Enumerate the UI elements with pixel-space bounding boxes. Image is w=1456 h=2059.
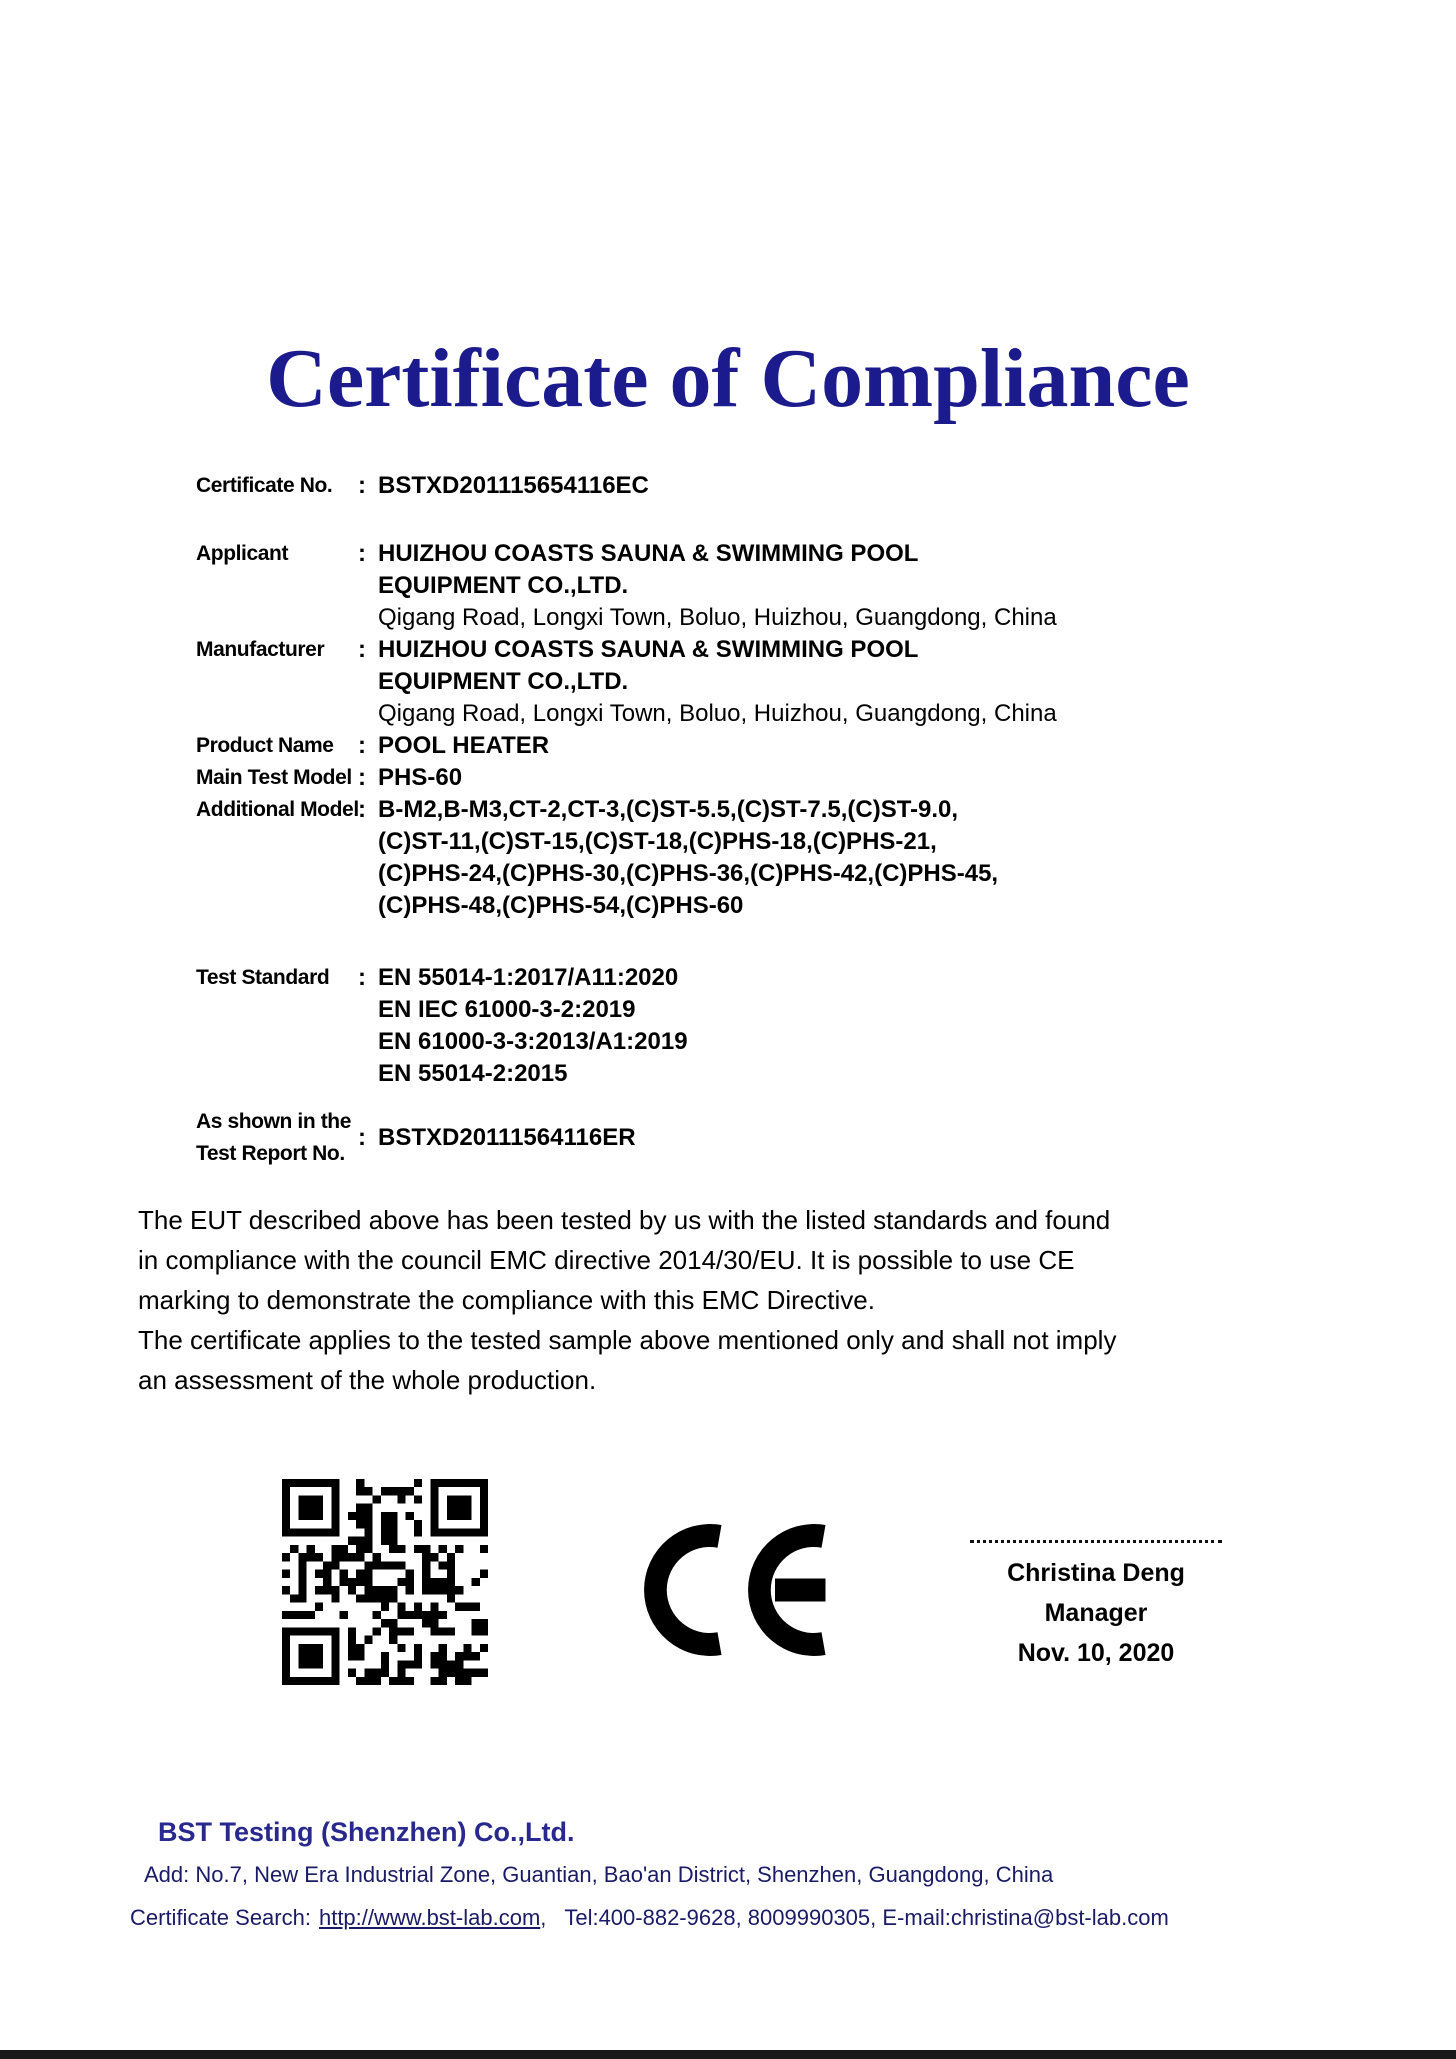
signatory-name: Christina Deng [1007,1559,1185,1587]
field-row [196,794,1276,922]
test-standard-line: EN 55014-2:2015 [378,1060,568,1087]
certificate-search-label: Certificate Search: [130,1905,311,1930]
page-bottom-edge [0,2050,1456,2059]
additional-model-line: B-M2,B-M3,CT-2,CT-3,(C)ST-5.5,(C)ST-7.5,(C)ST-9.0, [378,796,959,823]
footer-contact-line [130,1903,1169,1933]
field-colon: : [358,472,366,499]
certificate-fields [196,470,1276,1170]
footer-contact-info: , Tel:400-882-9628, 8009990305, E-mail:christina@bst-lab.com [540,1905,1169,1930]
field-colon: : [358,764,366,791]
field-label: Applicant [196,542,289,565]
field-label: As shown in the [196,1110,352,1133]
signature-block [958,1540,1234,1673]
field-colon: : [358,1124,366,1151]
test-report-number: BSTXD20111564116ER [378,1124,636,1151]
test-standard-line: EN 61000-3-3:2013/A1:2019 [378,1028,688,1055]
signature-dotted-line [970,1540,1222,1543]
applicant-name-line: EQUIPMENT CO.,LTD. [378,572,629,599]
compliance-statement-line: The certificate applies to the tested sample above mentioned only and shall not imply [138,1325,1117,1355]
footer-company-name: BST Testing (Shenzhen) Co.,Ltd. [158,1817,575,1847]
compliance-statement-line: marking to demonstrate the compliance with this EMC Directive. [138,1285,875,1315]
signature-date: Nov. 10, 2020 [1017,1639,1175,1667]
field-label: Test Standard [196,966,330,989]
certificate-search-link[interactable]: http://www.bst-lab.com [318,1905,541,1930]
applicant-name-line: HUIZHOU COASTS SAUNA & SWIMMING POOL [378,540,919,567]
field-colon: : [358,636,366,663]
additional-model-line: (C)PHS-48,(C)PHS-54,(C)PHS-60 [378,892,744,919]
field-label: Certificate No. [196,474,333,497]
field-colon: : [358,964,366,991]
ce-mark-icon [644,1518,874,1668]
field-label: Product Name [196,734,334,757]
field-colon: : [358,796,366,823]
field-row [196,730,1276,762]
field-row [196,538,1276,634]
qr-code-icon [282,1479,488,1685]
compliance-statement-line: an assessment of the whole production. [138,1365,597,1395]
test-standard-line: EN 55014-1:2017/A11:2020 [378,964,679,991]
manufacturer-name-line: HUIZHOU COASTS SAUNA & SWIMMING POOL [378,636,919,663]
page-title: Certificate of Compliance [266,332,1190,425]
signatory-role: Manager [1044,1599,1148,1627]
product-name: POOL HEATER [378,732,550,759]
test-standard-line: EN IEC 61000-3-2:2019 [378,996,636,1023]
compliance-statement-line: in compliance with the council EMC directive 2014/30/EU. It is possible to use CE [138,1245,1075,1275]
field-label: Additional Model [196,798,359,821]
certificate-number: BSTXD201115654116EC [378,472,649,499]
additional-model-line: (C)PHS-24,(C)PHS-30,(C)PHS-36,(C)PHS-42,(C)PHS-45, [378,860,999,887]
manufacturer-name-line: EQUIPMENT CO.,LTD. [378,668,629,695]
field-row [196,762,1276,794]
footer-address: Add: No.7, New Era Industrial Zone, Guantian, Bao'an District, Shenzhen, Guangdong, China [144,1862,1054,1887]
field-label: Main Test Model [196,766,352,789]
field-label: Manufacturer [196,638,325,661]
field-colon: : [358,732,366,759]
field-row [196,1106,1276,1170]
field-colon: : [358,540,366,567]
compliance-statement [138,1200,1116,1400]
main-test-model: PHS-60 [378,764,463,791]
field-row [196,470,1276,502]
field-label: Test Report No. [196,1142,345,1165]
field-row [196,962,1276,1090]
compliance-statement-line: The EUT described above has been tested by us with the listed standards and found [138,1205,1111,1235]
applicant-address: Qigang Road, Longxi Town, Boluo, Huizhou, Guangdong, China [378,604,1057,631]
field-row [196,634,1276,730]
manufacturer-address: Qigang Road, Longxi Town, Boluo, Huizhou, Guangdong, China [378,700,1057,727]
additional-model-line: (C)ST-11,(C)ST-15,(C)ST-18,(C)PHS-18,(C)PHS-21, [378,828,937,855]
